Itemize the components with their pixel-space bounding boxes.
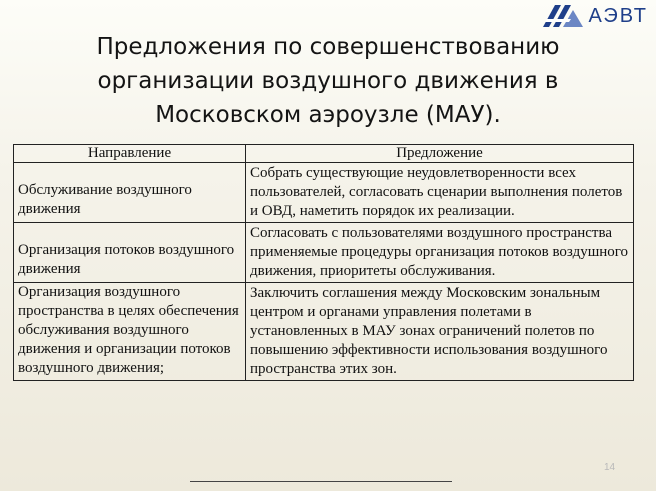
logo-text: АЭВТ <box>588 4 648 27</box>
table-row <box>14 163 634 223</box>
cell-direction: Организация воздушного пространства в целях обеспечения обслуживания воздушного движения и организации потоков воздушного движения; <box>14 283 246 381</box>
cell-proposal: Согласовать с пользователями воздушного пространства применяемые процедуры организация потоков воздушного движения, приоритеты обслуживания. <box>246 223 634 283</box>
table-row <box>14 283 634 381</box>
proposals-table <box>13 144 634 381</box>
title-line-3: Московском аэроузле (МАУ). <box>155 102 501 128</box>
page-number: 14 <box>604 462 616 473</box>
header-proposal: Предложение <box>246 145 634 163</box>
table-header-row <box>14 145 634 163</box>
cell-proposal: Собрать существующие неудовлетворенности всех пользователей, согласовать сценарии выполнения полетов и ОВД, наметить порядок их реализации. <box>246 163 634 223</box>
title-line-1: Предложения по совершенствованию <box>96 34 560 60</box>
title-line-2: организации воздушного движения в <box>97 68 559 94</box>
page-title <box>20 30 636 132</box>
aevt-logo <box>541 2 649 28</box>
aevt-logo-icon <box>541 2 585 28</box>
header-direction: Направление <box>14 145 246 163</box>
cell-direction: Организация потоков воздушного движения <box>14 223 246 283</box>
cell-direction: Обслуживание воздушного движения <box>14 163 246 223</box>
footer-divider <box>190 481 452 482</box>
table-row <box>14 223 634 283</box>
cell-proposal: Заключить соглашения между Московским зональным центром и органами управления полетами в установленных в МАУ зонах ограничений полетов по повышению эффективности использования воздушного пространства этих зон. <box>246 283 634 381</box>
